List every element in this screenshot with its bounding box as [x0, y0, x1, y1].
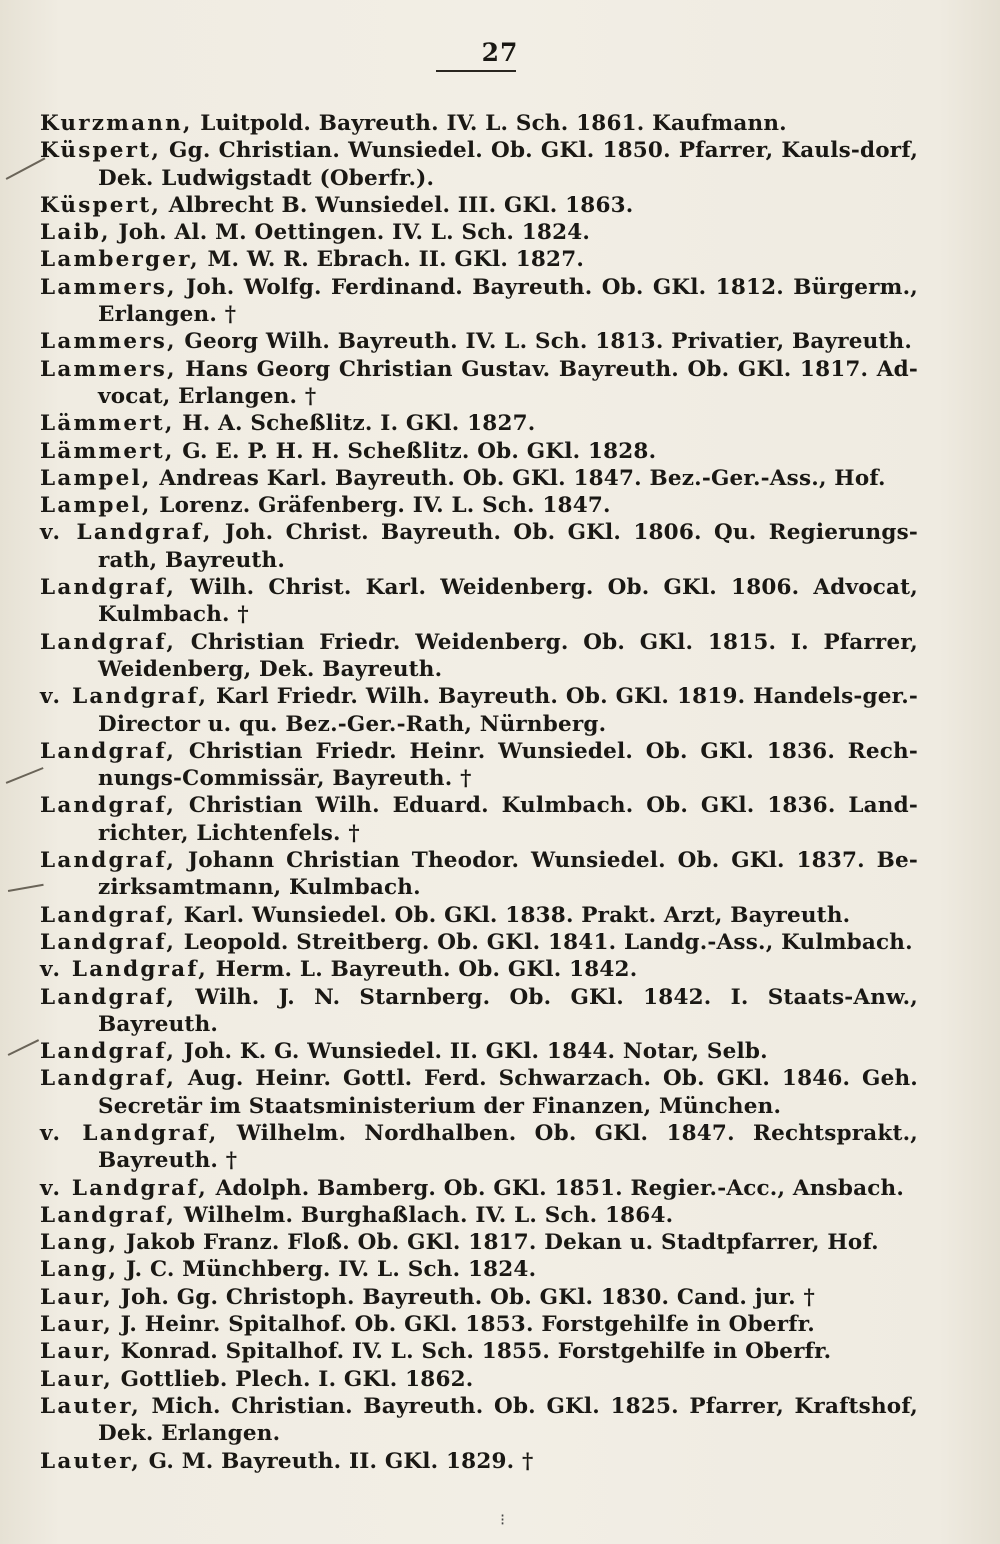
entry-details: Wilhelm. Nordhalben. Ob. GKl. 1847. Rechtsprakt., Bayreuth. †: [98, 1120, 918, 1174]
entry-surname: Lammers,: [40, 356, 177, 382]
register-entries: [40, 110, 918, 1475]
entry-surname: v. Landgraf,: [40, 957, 208, 983]
register-entry: [40, 438, 918, 465]
entry-surname: Landgraf,: [40, 1039, 177, 1065]
entry-surname: Küspert,: [40, 192, 162, 218]
entry-details: Leopold. Streitberg. Ob. GKl. 1841. Landg.-Ass., Kulmbach.: [176, 929, 913, 955]
pencil-mark: [8, 884, 44, 892]
entry-details: Adolph. Bamberg. Ob. GKl. 1851. Regier.-Acc., Ansbach.: [207, 1175, 905, 1201]
register-entry: [40, 574, 918, 629]
entry-surname: Laur,: [40, 1312, 113, 1338]
register-entry: [40, 192, 918, 219]
entry-details: Herm. L. Bayreuth. Ob. GKl. 1842.: [207, 957, 638, 983]
entry-details: Georg Wilh. Bayreuth. IV. L. Sch. 1813. Privatier, Bayreuth.: [176, 329, 913, 355]
register-entry: [40, 1175, 918, 1202]
register-entry: [40, 137, 918, 192]
pencil-mark: [8, 1039, 39, 1055]
entry-surname: Landgraf,: [40, 738, 177, 764]
entry-details: Karl. Wunsiedel. Ob. GKl. 1838. Prakt. Arzt, Bayreuth.: [176, 902, 851, 928]
entry-details: Andreas Karl. Bayreuth. Ob. GKl. 1847. Bez.-Ger.-Ass., Hof.: [151, 465, 886, 491]
entry-surname: Landgraf,: [40, 1066, 177, 1092]
register-entry: [40, 1038, 918, 1065]
entry-details: M. W. R. Ebrach. II. GKl. 1827.: [199, 247, 585, 273]
register-entry: [40, 1393, 918, 1448]
entry-details: Konrad. Spitalhof. IV. L. Sch. 1855. Forstgehilfe in Oberfr.: [112, 1339, 832, 1365]
register-entry: [40, 274, 918, 329]
entry-details: Wilhelm. Burghaßlach. IV. L. Sch. 1864.: [176, 1202, 674, 1228]
entry-surname: Landgraf,: [40, 984, 177, 1010]
register-entry: [40, 1448, 918, 1475]
entry-details: Luitpold. Bayreuth. IV. L. Sch. 1861. Kaufmann.: [192, 111, 787, 136]
entry-details: Christian Friedr. Heinr. Wunsiedel. Ob. GKl. 1836. Rech-nungs-Commissär, Bayreuth. †: [98, 738, 918, 792]
entry-surname: Lammers,: [40, 329, 177, 355]
entry-surname: Küspert,: [40, 138, 162, 164]
register-entry: [40, 465, 918, 492]
entry-surname: v. Landgraf,: [40, 1175, 208, 1201]
entry-details: Jakob Franz. Floß. Ob. GKl. 1817. Dekan u. Stadtpfarrer, Hof.: [118, 1230, 879, 1256]
register-entry: [40, 1120, 918, 1175]
entry-surname: Laib,: [40, 220, 111, 246]
register-entry: [40, 1229, 918, 1256]
register-entry: [40, 1256, 918, 1283]
entry-surname: Landgraf,: [40, 629, 177, 655]
register-entry: [40, 847, 918, 902]
entry-surname: Landgraf,: [40, 793, 177, 819]
entry-surname: Lampel,: [40, 465, 152, 491]
entry-details: Christian Wilh. Eduard. Kulmbach. Ob. GKl. 1836. Land-richter, Lichtenfels. †: [98, 793, 918, 846]
entry-surname: Lang,: [40, 1257, 119, 1283]
page-number-rule: [436, 70, 516, 72]
entry-details: Hans Georg Christian Gustav. Bayreuth. Ob. GKl. 1817. Ad-vocat, Erlangen. †: [98, 356, 918, 409]
register-entry: [40, 492, 918, 519]
entry-surname: Lammers,: [40, 274, 177, 300]
entry-surname: Lauter,: [40, 1393, 141, 1419]
entry-surname: v. Landgraf,: [40, 684, 209, 710]
entry-surname: Landgraf,: [40, 848, 177, 874]
register-entry: [40, 956, 918, 983]
register-entry: [40, 738, 918, 793]
entry-surname: v. Landgraf,: [40, 520, 213, 546]
pencil-mark: [6, 767, 44, 783]
entry-surname: Lang,: [40, 1230, 119, 1256]
entry-surname: Landgraf,: [40, 575, 177, 601]
register-entry: [40, 1202, 918, 1229]
register-entry: [40, 110, 918, 137]
page-number: 27: [481, 38, 519, 67]
register-entry: [40, 1065, 918, 1120]
register-entry: [40, 1311, 918, 1338]
entry-surname: Lämmert,: [40, 438, 175, 464]
entry-surname: Laur,: [40, 1339, 113, 1365]
entry-details: Aug. Heinr. Gottl. Ferd. Schwarzach. Ob. GKl. 1846. Geh. Secretär im Staatsministerium der Finanzen, München.: [98, 1066, 918, 1119]
entry-details: G. E. P. H. H. Scheßlitz. Ob. GKl. 1828.: [174, 438, 657, 464]
register-entry: [40, 1338, 918, 1365]
entry-details: Lorenz. Gräfenberg. IV. L. Sch. 1847.: [151, 493, 611, 519]
entry-details: Mich. Christian. Bayreuth. Ob. GKl. 1825. Pfarrer, Kraftshof, Dek. Erlangen.: [98, 1393, 918, 1447]
entry-details: Johann Christian Theodor. Wunsiedel. Ob. GKl. 1837. Be-zirksamtmann, Kulmbach.: [98, 848, 918, 901]
entry-surname: Lampel,: [40, 493, 152, 519]
register-entry: [40, 1366, 918, 1393]
register-entry: [40, 356, 918, 411]
entry-details: Albrecht B. Wunsiedel. III. GKl. 1863.: [161, 192, 634, 218]
register-entry: [40, 219, 918, 246]
entry-details: Wilh. Christ. Karl. Weidenberg. Ob. GKl. 1806. Advocat, Kulmbach. †: [98, 575, 918, 628]
register-entry: [40, 519, 918, 574]
entry-details: Karl Friedr. Wilh. Bayreuth. Ob. GKl. 1819. Handels-ger.-Director u. qu. Bez.-Ger.-Rath, Nürnberg.: [98, 684, 919, 737]
entry-details: J. Heinr. Spitalhof. Ob. GKl. 1853. Forstgehilfe in Oberfr.: [112, 1312, 815, 1338]
entry-surname: Kurzmann,: [40, 111, 193, 136]
entry-surname: Landgraf,: [40, 929, 177, 955]
register-entry: [40, 328, 918, 355]
entry-details: Joh. Gg. Christoph. Bayreuth. Ob. GKl. 1830. Cand. jur. †: [112, 1284, 815, 1310]
entry-surname: Lauter,: [40, 1448, 141, 1474]
register-entry: [40, 629, 918, 684]
register-entry: [40, 683, 918, 738]
footer-mark: ⁝: [500, 1510, 506, 1529]
entry-surname: Landgraf,: [40, 1202, 177, 1228]
register-entry: [40, 929, 918, 956]
entry-details: Christian Friedr. Weidenberg. Ob. GKl. 1815. I. Pfarrer, Weidenberg, Dek. Bayreuth.: [98, 629, 918, 682]
entry-details: Gottlieb. Plech. I. GKl. 1862.: [112, 1366, 474, 1392]
entry-details: Joh. K. G. Wunsiedel. II. GKl. 1844. Notar, Selb.: [176, 1039, 768, 1065]
entry-surname: Lamberger,: [40, 247, 200, 273]
register-entry: [40, 1284, 918, 1311]
register-entry: [40, 246, 918, 273]
entry-surname: Laur,: [40, 1284, 113, 1310]
entry-details: J. C. Münchberg. IV. L. Sch. 1824.: [118, 1257, 537, 1283]
entry-details: Joh. Al. M. Oettingen. IV. L. Sch. 1824.: [110, 220, 591, 246]
register-entry: [40, 410, 918, 437]
entry-details: Wilh. J. N. Starnberg. Ob. GKl. 1842. I. Staats-Anw., Bayreuth.: [98, 984, 918, 1037]
entry-details: Joh. Christ. Bayreuth. Ob. GKl. 1806. Qu. Regierungs-rath, Bayreuth.: [98, 520, 918, 573]
register-entry: [40, 902, 918, 929]
entry-surname: v. Landgraf,: [40, 1120, 219, 1146]
entry-details: Joh. Wolfg. Ferdinand. Bayreuth. Ob. GKl. 1812. Bürgerm., Erlangen. †: [98, 274, 918, 328]
entry-details: H. A. Scheßlitz. I. GKl. 1827.: [174, 411, 536, 437]
entry-details: G. M. Bayreuth. II. GKl. 1829. †: [140, 1448, 534, 1474]
register-entry: [40, 984, 918, 1039]
entry-surname: Landgraf,: [40, 902, 177, 928]
entry-details: Gg. Christian. Wunsiedel. Ob. GKl. 1850. Pfarrer, Kauls-dorf, Dek. Ludwigstadt (Oberfr.).: [98, 138, 918, 191]
entry-surname: Lämmert,: [40, 411, 175, 437]
entry-surname: Laur,: [40, 1366, 113, 1392]
register-entry: [40, 792, 918, 847]
